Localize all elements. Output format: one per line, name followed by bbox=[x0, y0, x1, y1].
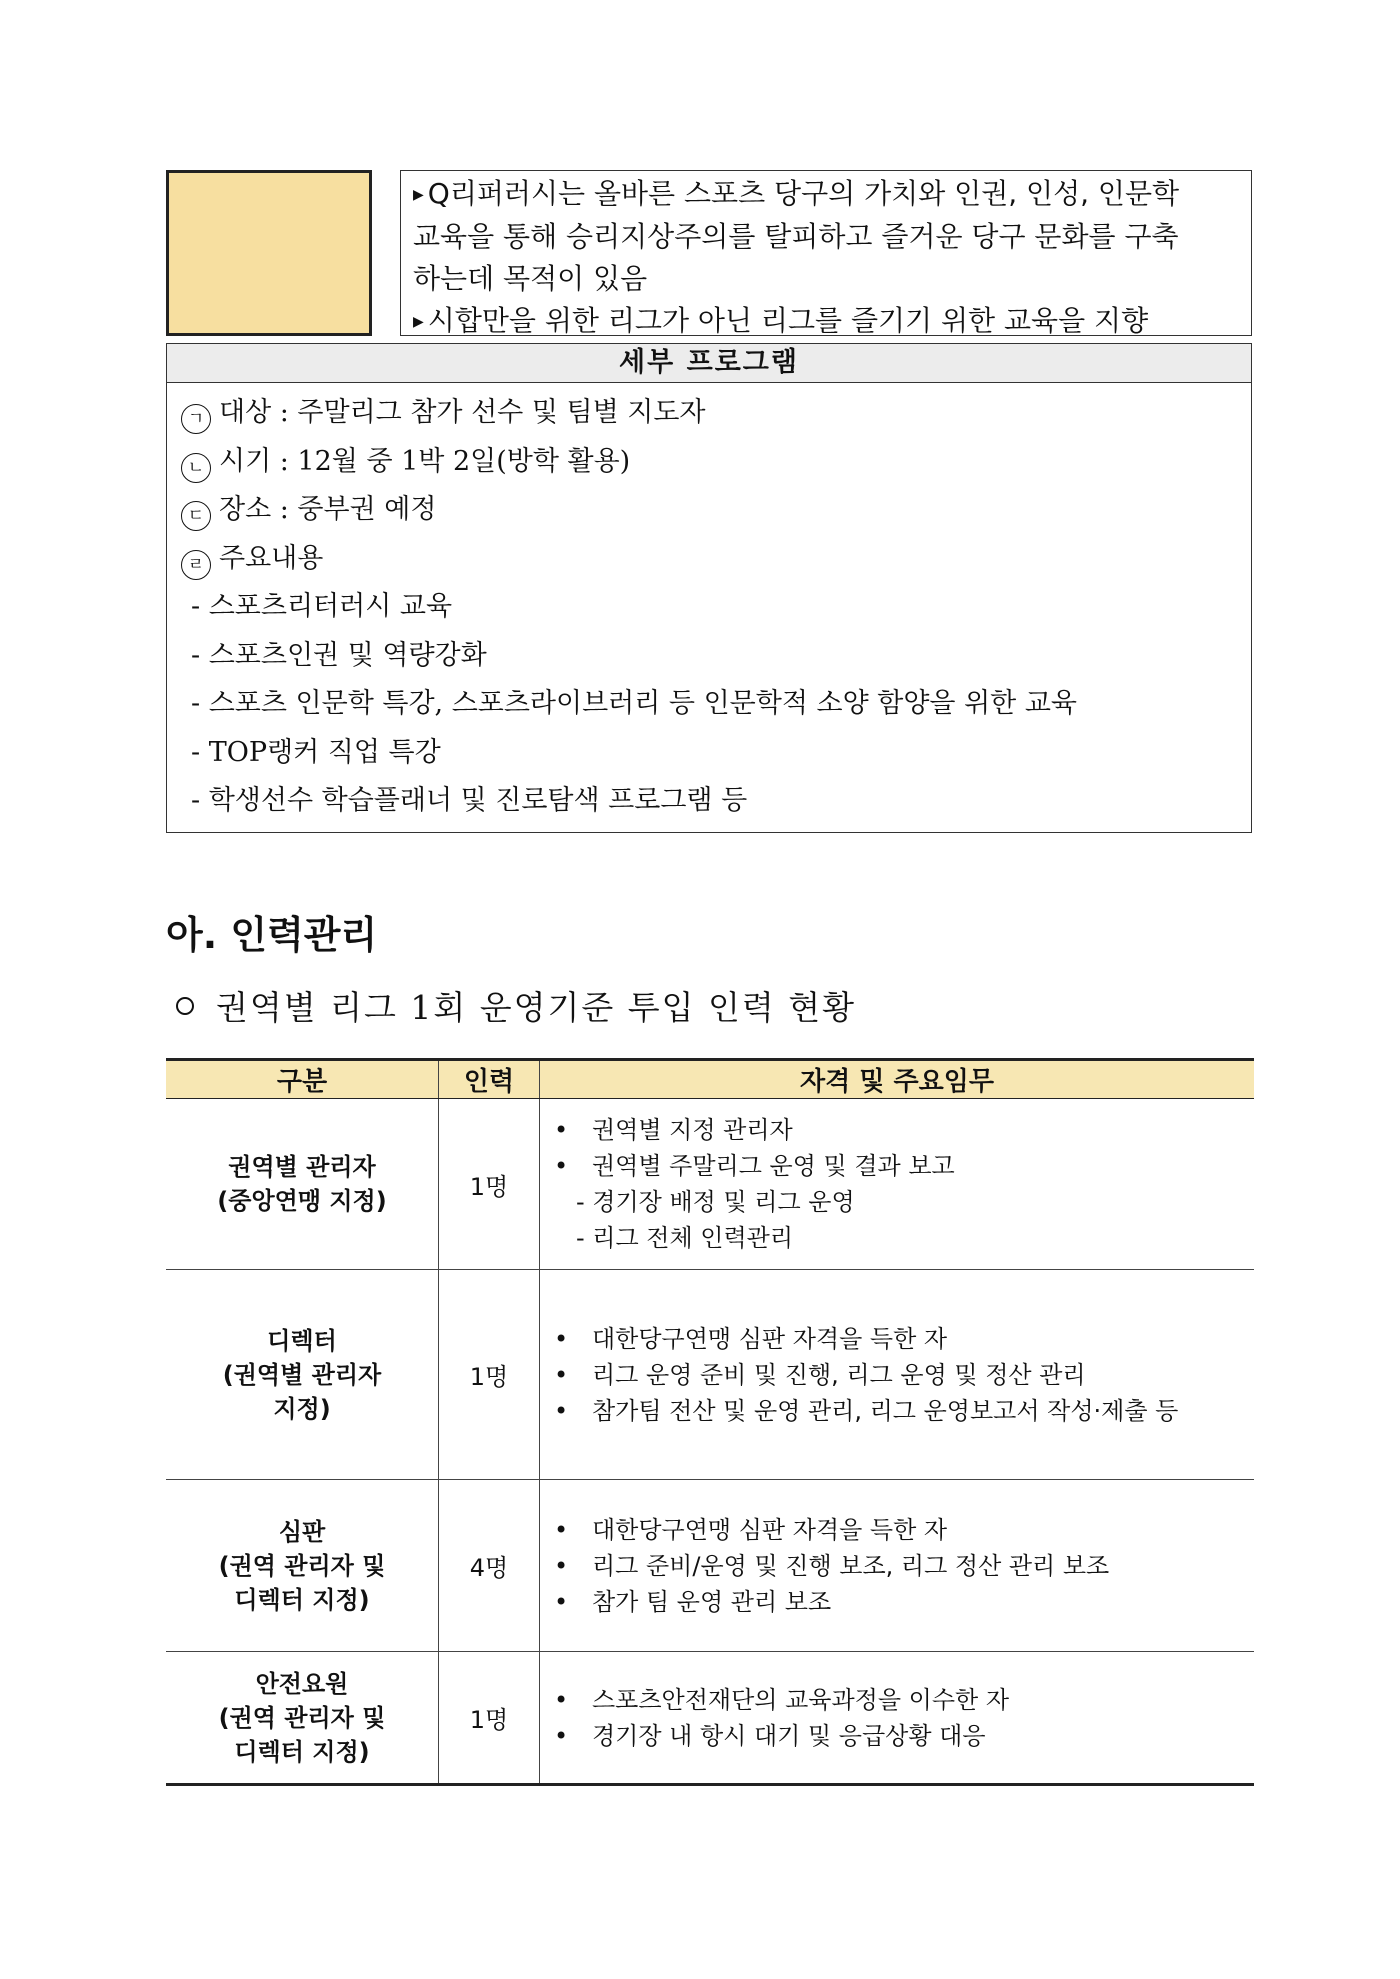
count-cell: 1명 bbox=[439, 1652, 540, 1785]
program-content-item: - 스포츠 인문학 특강, 스포츠라이브러리 등 인문학적 소양 함양을 위한 교육 bbox=[191, 688, 1077, 719]
program-box bbox=[166, 343, 1252, 833]
circled-marker: ㄷ bbox=[181, 501, 211, 531]
count-cell: 4명 bbox=[439, 1480, 540, 1652]
duty-item: • 리그 준비/운영 및 진행 보조, 리그 정산 관리 보조 bbox=[554, 1551, 1110, 1580]
table-row bbox=[166, 1652, 1254, 1785]
program-content-item: - 스포츠인권 및 역량강화 bbox=[191, 639, 487, 671]
count-cell: 1명 bbox=[439, 1099, 540, 1270]
duty-item: • 대한당구연맹 심판 자격을 득한 자 bbox=[554, 1515, 948, 1544]
table-row bbox=[166, 1480, 1254, 1652]
triangle-bullet-icon: ▶ bbox=[413, 187, 424, 203]
program-item: ㄷ 장소 : 중부권 예정 bbox=[181, 486, 1237, 535]
duty-item: • 리그 운영 준비 및 진행, 리그 운영 및 정산 관리 bbox=[554, 1360, 1086, 1389]
program-item: ㄱ 대상 : 주말리그 참가 선수 및 팀별 지도자 bbox=[181, 389, 1237, 438]
table-row bbox=[166, 1270, 1254, 1480]
circle-bullet-icon bbox=[176, 997, 194, 1015]
program-item: ㄴ 시기 : 12월 중 1박 2일(방학 활용) bbox=[181, 438, 1237, 487]
program-content-item: - TOP랭커 직업 특강 bbox=[191, 736, 441, 768]
staff-table bbox=[166, 1058, 1254, 1786]
intro-box bbox=[400, 170, 1252, 336]
intro-line: 하는데 목적이 있음 bbox=[413, 262, 648, 295]
intro-line: ▶ 시합만을 위한 리그가 아닌 리그를 즐기기 위한 교육을 지향 bbox=[413, 304, 1149, 337]
role-cell: 디렉터 (권역별 관리자 지정) bbox=[166, 1270, 439, 1480]
duty-item: • 스포츠안전재단의 교육과정을 이수한 자 bbox=[554, 1685, 1010, 1714]
circled-marker: ㄱ bbox=[181, 404, 211, 434]
duty-cell bbox=[540, 1480, 1255, 1652]
program-content-item: - 스포츠리터러시 교육 bbox=[191, 591, 453, 622]
program-item: ㄹ 주요내용 bbox=[181, 535, 1237, 584]
duty-item: • 권역별 지정 관리자 bbox=[554, 1116, 793, 1144]
count-cell: 1명 bbox=[439, 1270, 540, 1480]
role-cell: 안전요원 (권역 관리자 및 디렉터 지정) bbox=[166, 1652, 439, 1785]
duty-item: • 대한당구연맹 심판 자격을 득한 자 bbox=[554, 1324, 948, 1353]
triangle-bullet-icon: ▶ bbox=[413, 314, 424, 330]
intro-line: ▶ Q리퍼러시는 올바른 스포츠 당구의 가치와 인권, 인성, 인문학 bbox=[413, 177, 1180, 210]
duty-item: • 경기장 내 항시 대기 및 응급상황 대응 bbox=[554, 1721, 986, 1750]
subduty-item: - 경기장 배정 및 리그 운영 bbox=[576, 1188, 855, 1216]
program-header: 세부 프로그램 bbox=[167, 344, 1251, 383]
subduty-item: - 리그 전체 인력관리 bbox=[576, 1224, 794, 1252]
column-header: 자격 및 주요임무 bbox=[540, 1060, 1255, 1099]
duty-item: • 참가팀 전산 및 운영 관리, 리그 운영보고서 작성·제출 등 bbox=[554, 1396, 1179, 1425]
intro-color-block bbox=[166, 170, 372, 336]
circled-marker: ㄹ bbox=[181, 550, 211, 580]
duty-cell bbox=[540, 1270, 1255, 1480]
intro-line: 교육을 통해 승리지상주의를 탈피하고 즐거운 당구 문화를 구축 bbox=[413, 220, 1179, 253]
duty-item: • 권역별 주말리그 운영 및 결과 보고 bbox=[554, 1152, 955, 1180]
column-header: 인력 bbox=[439, 1060, 540, 1099]
table-row bbox=[166, 1099, 1254, 1270]
program-content-item: - 학생선수 학습플래너 및 진로탐색 프로그램 등 bbox=[191, 785, 748, 816]
duty-item: • 참가 팀 운영 관리 보조 bbox=[554, 1587, 832, 1616]
role-cell: 심판 (권역 관리자 및 디렉터 지정) bbox=[166, 1480, 439, 1652]
column-header: 구분 bbox=[166, 1060, 439, 1099]
duty-cell bbox=[540, 1652, 1255, 1785]
table-header-row bbox=[166, 1060, 1254, 1099]
duty-cell bbox=[540, 1099, 1255, 1270]
role-cell: 권역별 관리자 (중앙연맹 지정) bbox=[166, 1099, 439, 1270]
program-body bbox=[167, 383, 1251, 832]
circled-marker: ㄴ bbox=[181, 453, 211, 483]
section-title: 아. 인력관리 bbox=[166, 913, 378, 957]
section-subtitle: 권역별 리그 1회 운영기준 투입 인력 현황 bbox=[176, 986, 856, 1030]
